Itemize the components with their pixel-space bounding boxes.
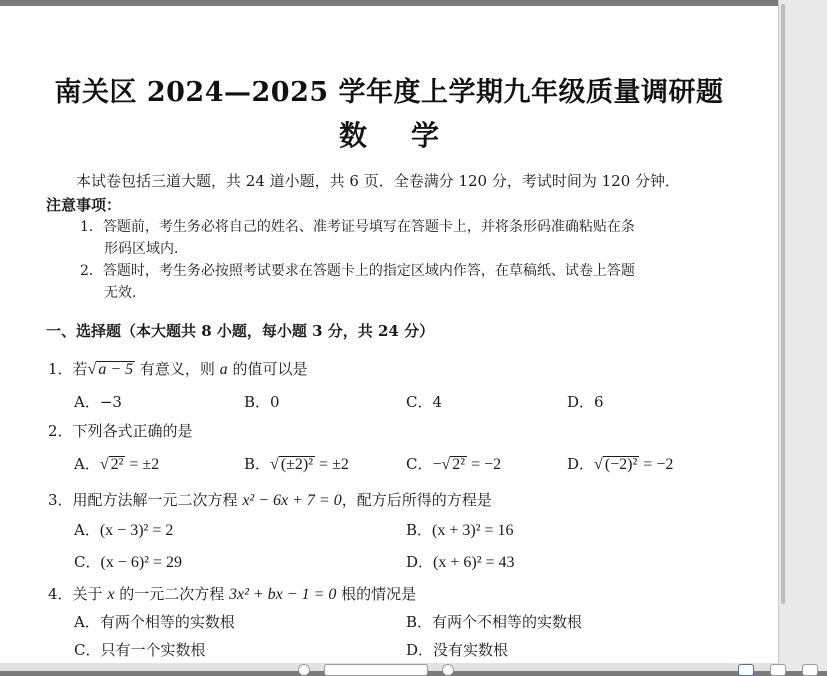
q4-option-c: C．只有一个实数根 <box>74 641 206 659</box>
next-page-icon[interactable] <box>442 664 454 676</box>
intro-text: 本试卷包括三道大题，共 24 道小题，共 6 页．全卷满分 120 分，考试时间为 120 分钟． <box>76 172 681 190</box>
q1-option-a: A．−3 <box>74 393 122 411</box>
section-1-heading: 一、选择题（本大题共 8 小题，每小题 3 分，共 24 分） <box>46 322 435 340</box>
question-1-stem: 1．若√ a − 5 有意义，则 a 的值可以是 <box>48 360 308 378</box>
page-number-input[interactable] <box>324 664 428 676</box>
question-2-stem: 2．下列各式正确的是 <box>48 422 193 440</box>
exam-subject <box>0 114 778 154</box>
q2-option-c: C．−√ 2² = −2 <box>406 455 502 474</box>
q1-radicand: a − 5 <box>98 361 134 378</box>
q4-option-a: A．有两个相等的实数根 <box>74 613 235 631</box>
scroll-view-icon[interactable] <box>802 664 818 676</box>
q2-option-d: D．√ (−2)² = −2 <box>567 455 674 474</box>
document-page <box>0 6 778 671</box>
q3-option-b: B．(x + 3)² = 16 <box>406 521 514 539</box>
q2-option-a: A．√ 2² = ±2 <box>74 455 160 474</box>
note-item-2: 2．答题时，考生务必按照考试要求在答题卡上的指定区域内作答，在草稿纸、试卷上答题 <box>80 263 635 279</box>
q1-option-d: D．6 <box>567 393 604 411</box>
scrollbar-thumb[interactable] <box>781 4 785 604</box>
subject-char-2: 学 <box>411 119 440 152</box>
note-item-2-cont: 无效． <box>104 285 146 301</box>
q4-option-b: B．有两个不相等的实数根 <box>406 613 583 631</box>
exam-title: 南关区 2024—2025 学年度上学期九年级质量调研题 <box>54 77 724 108</box>
q1-option-b: B．0 <box>244 393 280 411</box>
subject-char-1: 数 <box>338 119 367 152</box>
two-page-view-icon[interactable] <box>770 664 786 676</box>
note-item-1-cont: 形码区域内． <box>104 241 188 257</box>
q4-option-d: D．没有实数根 <box>406 641 509 659</box>
notes-heading: 注意事项： <box>46 196 122 214</box>
vertical-scrollbar[interactable] <box>778 0 827 671</box>
q2-option-b: B．√ (±2)² = ±2 <box>244 455 349 474</box>
q3-option-d: D．(x + 6)² = 43 <box>406 553 515 571</box>
q3-option-a: A．(x − 3)² = 2 <box>74 521 174 539</box>
q3-option-c: C．(x − 6)² = 29 <box>74 553 182 571</box>
q1-option-c: C．4 <box>406 393 443 411</box>
question-4-stem: 4．关于 x 的一元二次方程 3x² + bx − 1 = 0 根的情况是 <box>48 585 417 603</box>
question-3-stem: 3．用配方法解一元二次方程 x² − 6x + 7 = 0，配方后所得的方程是 <box>48 491 492 509</box>
note-item-1: 1．答题前，考生务必将自己的姓名、准考证号填写在答题卡上，并将条形码准确粘贴在条 <box>80 219 635 235</box>
single-page-view-icon[interactable] <box>738 664 754 676</box>
prev-page-icon[interactable] <box>298 664 310 676</box>
